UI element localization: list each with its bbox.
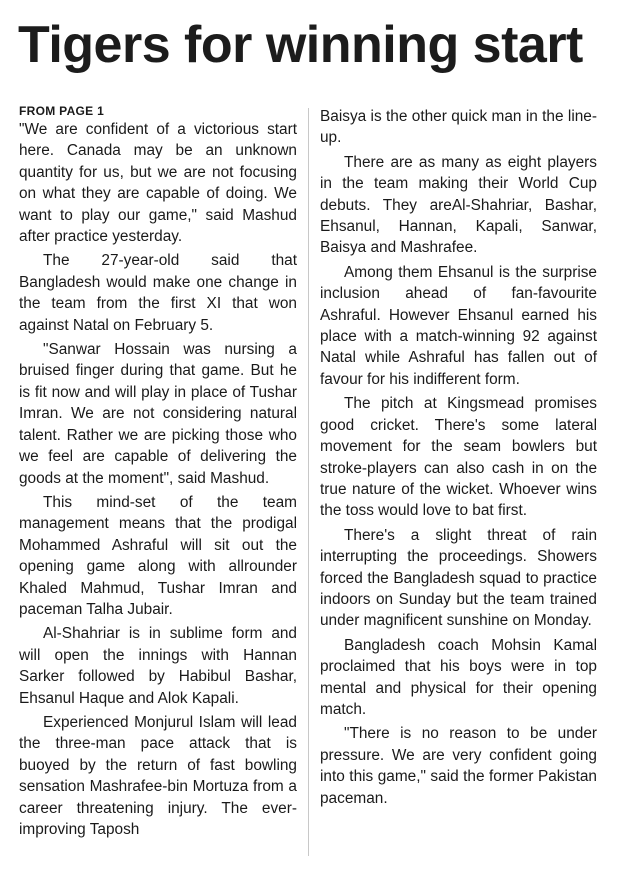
paragraph: Al-Shahriar is in sublime form and will open the innings with Hannan Sarker followed by Habibul Bashar, Ehsanul Haque and Alok Kapali. [19,625,297,707]
headline: Tigers for winning start [18,16,583,74]
right-column [320,106,597,812]
paragraph: Experienced Monjurul Islam will lead the three-man pace attack that is buoyed by the return of fast bowling sensation Mashrafee-bin Mortuza from a career threatening injury. The ever-improving Taposh [19,713,297,838]
paragraph: Among them Ehsanul is the surprise inclusion ahead of fan-favourite Ashraful. However Ehsanul earned his place with a match-winning 92 against Natal while Ashraful has fallen out of favour for his indifferent form. [320,263,597,388]
paragraph: "Sanwar Hossain was nursing a bruised finger during that game. But he is fit now and will play in place of Tushar Imran. We are not considering natural talent. Rather we are picking those who we feel are capable of delivering the goods at the moment", said Mashud. [19,341,297,487]
paragraph: "There is no reason to be under pressure. We are very confident going into this game," said the former Pakistan paceman. [320,725,597,807]
paragraph: "We are confident of a victorious start here. Canada may be an unknown quantity for us, but we are not focusing on what they are capable of doing. We want to play our game," said Mashud after practice yesterday. [19,121,297,246]
paragraph: The pitch at Kingsmead promises good cricket. There's some lateral movement for the seam bowlers but stroke-players can also cash in on the true nature of the wicket. Whoever wins the toss would love to bat first. [320,395,597,520]
paragraph: The 27-year-old said that Bangladesh would make one change in the team from the first XI that won against Natal on February 5. [19,252,297,334]
paragraph: Bangladesh coach Mohsin Kamal proclaimed that his boys were in top mental and physical for their opening match. [320,636,597,718]
paragraph: This mind-set of the team management means that the prodigal Mohammed Ashraful will sit out the opening game along with allrounder Khaled Mahmud, Tushar Imran and paceman Talha Jubair. [19,493,297,618]
column-divider [308,108,309,856]
continuation-kicker: FROM PAGE 1 [19,104,105,118]
paragraph: There are as many as eight players in the team making their World Cup debuts. They areAl-Shahriar, Bashar, Ehsanul, Hannan, Kapali, Sanwar, Baisya and Mashrafee. [320,153,597,257]
left-column [19,104,297,843]
paragraph: There's a slight threat of rain interrupting the proceedings. Showers forced the Bangladesh squad to practice indoors on Sunday but the team trained under magnificent sunshine on Monday. [320,526,597,630]
paragraph: Baisya is the other quick man in the line-up. [320,108,597,147]
